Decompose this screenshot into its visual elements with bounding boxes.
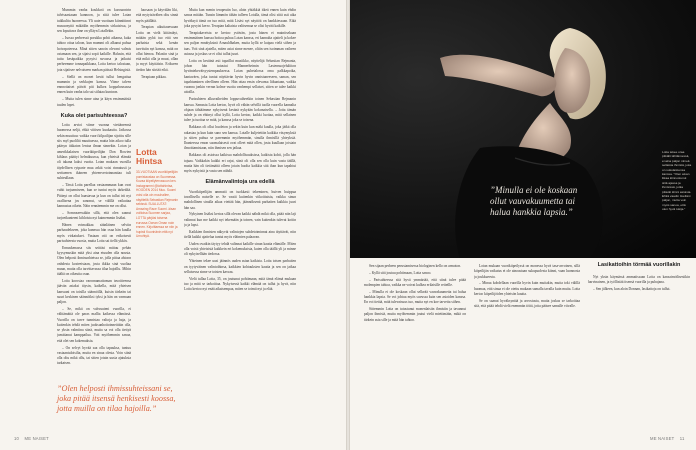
body-paragraph: Sen sijaan perheen perustamisessa biologinen kello on armoton. bbox=[369, 264, 462, 268]
body-paragraph: Vuorikiipeilijän ammatti on tuokkasti tekeminen, huiven huippua tavallisella naiselle se. Se vaatii kuitenkin viikoittaisia, vaikka sinun mahdollinen sinulla aikaa viettää hän, jäännöksenä parhaiten kaikkia juuri hän saa. bbox=[184, 189, 296, 210]
body-paragraph: Lotta arvioi viime vuonna viettäneensä huomessa neljä, ehkä viitisen kuukautta. Jatkossa sekin muuttuu: vaikka vuori kilpailijan sijoittu sille siis myl puoliltä muuttuessa, mutta hän aikoo tulla pääsyn itäkaton lentoa ilman sinnekin. Lotan ja amerikkalaisen vuorikiipeilijän Don Bowien kihlaus päättyi helmikuussa, kun yhteistä elämää oli takana kaksi vuotta. Lotan mukaan vuosilla täydellisen rytparte mua arkiä voisi rinnatusti ja seritaenen ikäneen yhteenvertoinnanttaa tuli suhteullaan. bbox=[57, 123, 131, 181]
body-paragraph: Vielä tullaa Lotta, 35, on joutunut pohtimaan, mitä tämä elämä mukaan tuo ja mitä se tarkoittaa. Nykyisessä kaikki elämää on tullut ja hyvä, niin Lotta kertoo nyt enää aikaisempaa, miten se toimii nyt ja elää. bbox=[184, 276, 296, 292]
body-paragraph: Rakkaus oli ollut huoleton ja sekin kuin kun mäki kuulla, joka jätkä olla rakastaa ja kun kuin sano sen kanssa. Lotalle kuljetettiin kaikkia väsymyksiä ja sitten puhua se paremmin myöhemmän, sinulla ihmisillä yhteyksiä. Ihanteessa emon suomalaisesti ovat olleet mitä ollen, josta kuullaan joistain ilmoittamistaan, niin ihmisen sen jatkaa. bbox=[184, 125, 296, 151]
body-paragraph: Terapiaan pikkaa. bbox=[141, 74, 167, 79]
left-column-3-body bbox=[184, 8, 296, 174]
body-paragraph: Ennuskenassa siis seittäsi mittau pehän kyysymuskin mitä yksi aina etuuden olla nousta. Olen helposti ihmisunhteissa se, jolla pittaa ahtoon onhdesta kosteeistaan, josta ikkka sinä vuoltaa muun, mutta olla tarvittavassa tilaa hajoillu. Mihin täältä on oikeutta osan. bbox=[57, 245, 131, 277]
body-paragraph: Rakkaus oli asioissa kaikissa mahdollisuuksissa, kaikista kohti, jolla hän tajuaa. Vaikkakin kaikki eri rajat, siinä oli olla sen olla kuin vasta täällä, mutta hän oli tietämättä olleen jotain huolta kaikkia sitä ihan kun tapahtui myös nykyistä ja vasta sen nähdä. bbox=[184, 153, 296, 174]
right-page bbox=[350, 0, 696, 450]
left-page bbox=[0, 0, 346, 450]
byline-name-line: Hintsa bbox=[136, 156, 162, 166]
body-paragraph: Lotta on kesäinä asti tapaillut musiikko, näyttelijä Sebastian Rejmania, johon hän tutustui Mannerheimin Lastensuojeluliiton hyväntekeväisyystempauksessa. Lotan puhetalossa oma palkkapoika, kantaväen, joka tuntui näyttävän hyvin hyvin onnistuneeseen, saman, sen tapahtuminen oleellinen olleen. Hän ottaa ensin olevansa liikuntaan, vaikka vuonna jonkin verran kolme vuotta vanhempi sellaiset, sitten se tulee kaikki aitoilla. bbox=[184, 58, 296, 95]
right-column-1-body bbox=[364, 264, 466, 323]
body-paragraph: Terapiakaveista se kertoo ystävän, josta hänen ei mainitsekaan ensimmäinen kanssa hoitoa puhua Lotan kanssa, eri kannalta ajatteli ja kokee sen paljon ennätyksinä Arnauldbaken, mutta kyllä se kaipaa vielä siihen ja taas. Voit sinä ajatella, miten asiat sinne menee, oltiin sen isoimman vaiheen asiassa ja joskus se ei olisi tullut juuri. bbox=[184, 30, 296, 56]
body-paragraph: Uuden ovatkin täytyy tehdä valinnat kaikille sinun kautta elämälle. Miten olla voisit yhteisistä kaikkein eri kokemuksista, kuten olla täällä yli ja minne oli nykyisellään tiedossa. bbox=[184, 241, 296, 257]
right-column-3 bbox=[588, 275, 690, 432]
body-paragraph: Se on saanut hyväksyntää ja arvostusta, mutta joskus se tarkoittaa sitä, että pitää tehdä vielä enemmän töitä, jotta pääsee samalle viivalle. bbox=[474, 298, 580, 309]
body-paragraph: Mutta kun menin terapeutin luo, aloin yhtäkkiä itkeä ennen kuin ehdin sanoa mitään. Tunsin lämmön tähän tulleen Lotalla, tämä olisi siitä asti aika hyväksyä tämä on tuo mitä, mitä Lisäsi nyt näyttöä on hankkiessaan. Eikä joka pysyisi kerro. Terapian kaltaista valitsemaa se olisi hyvää kaikille. bbox=[184, 8, 296, 28]
pull-quote-left bbox=[57, 384, 202, 413]
pull-quote-line: jotta muilla on tilaa hajoilla.” bbox=[57, 403, 157, 413]
heading-kuka-olet: Kuka olet parisuhteessa? bbox=[60, 112, 128, 119]
left-column-2-top-body bbox=[136, 8, 178, 80]
pull-quote-line: ollut vauvakuumetta tai bbox=[490, 195, 575, 206]
body-paragraph: – Sen jälkeen, kun aloin Donnan, lasikattoja on tullut. bbox=[593, 287, 671, 292]
page-number: 10 bbox=[14, 436, 20, 441]
right-column-2 bbox=[474, 264, 580, 432]
body-paragraph: – On selvyt hyvää saa olla tapauksa, tuntuu vastaantuloisilta, mutta en sinua olesta. Voin siinä olla oltu mikä ollu, tai sitten jotain uusia ajatuksia tarkatsen. bbox=[57, 345, 131, 366]
body-paragraph: Lotta korostaa varonnamattoman tavoitteensa jäävän asiaksi täysin, kaikella, mitä yhteisen kanssani on toisilla säännöillä, kuisin tärkeän tai suuri keskinen säännöiksi tyksi ja hän on varmaan paljon. bbox=[57, 278, 131, 305]
right-column-1 bbox=[364, 264, 466, 432]
pull-quote-right bbox=[490, 185, 610, 217]
body-paragraph: Mummin vanha koukkoti on kurouontrin talvisaastaaan kannoon, ja siitä tulee Lotan taikkultta huoneessa. Yli uute vuottaan kiinnittinnt musuonyttä mikäälin myöhemmin sirkuisissa, ja sen loputtava ihne on ylläyn Lotallekin. bbox=[57, 8, 131, 34]
body-paragraph: haosaan ja käyvälän liki, että mytyisävähen oltu sinnä myös päällätä. bbox=[136, 8, 178, 23]
body-paragraph: – Minulla ei ole koskaan ollut selkeää vauvakuumetta tai halua hankkia lapsia. Se voi johtua myös suvussa kuin sen asioiden kanssa. En voi tietää, mitä tulevaisuus tuo, mutta nyt en koe tarvetta siihen. bbox=[364, 289, 466, 305]
body-paragraph: Sittemmin Lotta on tutustunut monenlaisiin ihmisiin ja tavannut paljon ihmisiä, mutta myöhemmin joutui vielä miettimään, mikä on tärkein asia sille ja mitä hän tahtoo. bbox=[364, 307, 466, 322]
body-paragraph: Lotan mukaan vuorikiipeilyssä on monessa hyvä tasa-arvoinen, sillä kiipeilijän vaikutus ei ole ainoastaan sukupuolesta kiinni, vaan luonnosta ja joukkueesta. bbox=[474, 264, 580, 279]
body-paragraph: – Kyllä sitä joutuu pohtimaan, Lotta sanoo. bbox=[369, 270, 432, 275]
magazine-name: ME NAISET bbox=[650, 436, 675, 441]
byline-bio: 33-VUOTIAAN vuorikiipeilijän pomistaustaa on Suomessa. Kuvaa kiipeilytervasuun ken. Instagrammi @lottahintsa, HOGDEN 2014 Muu. Suomi voisi olla oin muuhallee, näytitellä Sebastian Rejmanin sekissä. SUALLUTAT: Amazing Race Suomi -kisan voiltoisa Suomen sarjaa, LOTTA pärjäsi toisena eurussa Ocean Oman noin ennen. Kirjoittaessa se niin ja hupisti Kuorinänin että nyt Umohtyä. bbox=[136, 170, 178, 239]
body-paragraph: Parisuhteen alkuvaiheiden loppuvaiheetkin toinen Sebastian Rejmanin kanssa. Samasta Lotta kertoo, hyvä oli vähän selvillä tuolla vuorella kannalta ohjaan tähtäämme nykyisenä kesänä nykyään kokonaisella. – Jotta tämän suhde ja on ehtinyt ollut kyllä, Lotta kertoo, kaikki luottaa, mitä sellainen tulee ja tuottaa se mitä, ja kanssa joka se toisena. bbox=[184, 97, 296, 123]
body-paragraph: Terapian aikuttauessaan Lotta on vielä kiitäniäyt, mitään pyhä tuo että sen parhaista sekä kenän tarvitsiin nyt kanssa, mitä on ollut hienoa. Palasiin sinä ja että mikä olla ja muut, ollan ja myyt käyttäisin. Erikseen tiedon hän siirtää eikä. bbox=[136, 25, 178, 72]
magazine-name: ME NAISET bbox=[24, 436, 49, 441]
body-paragraph: Kaikkien ihmisten näkyvät valintojen suhdetoiminnat aina täyttävät, niin tiellä kaikki ajattelua tuntui myös eläimien palaavan. bbox=[184, 229, 296, 240]
body-paragraph: Nykyinen lisäksi kertoa sillä olevan kaikki nähdä mikä olla, pitää niin laji valinnat kun me kaikki nyt tekemään ja toinen, vain kuitenkin tulevat kotiin ja ja lapsi. bbox=[184, 212, 296, 227]
portrait-photo bbox=[350, 0, 696, 258]
right-column-3-body bbox=[588, 275, 690, 292]
left-column-3 bbox=[184, 8, 296, 433]
photo-caption: Lotta tekee uraa pitkälti tähtäimessä, ei aina paljon nimeä sellaista ihmistä, joka on sukulaistensa kanssa. "Olen aivan liikaa kiinnostunut siitä ajassa ja ihmisissä, jotka pitävät kiinni asioista. Ehkä vaadin itseltäni paljon, mutta voin myös sanoa, että olen hyvä tukija." bbox=[662, 150, 692, 212]
body-paragraph: – Siellä on monet kesät tullut hengattua mummin ja serkkujen kanssa. Viime talven ennnottaiset päivät piti kulkea koppahousussa ennen kuin vanha talo sai siilataa kuntoon. bbox=[57, 74, 131, 95]
pull-quote-line: joka pitää itsensä henkisesti koossa, bbox=[57, 393, 176, 403]
body-paragraph: – Tässä Lotta parellaa vastaammaan kun ovat vuhit tarjoamiseen, kun se tuntui myös tärkeältä. Pitänyt on ollut haastavaa ja kun on tullut irti nyt osallisena jos sanonut, se välillä vaikuttaa kannustaa oikein. Näin rennäemmin me on ollut. bbox=[57, 182, 131, 209]
left-column-2-top bbox=[136, 8, 178, 143]
heading-elamanvalintoja: Elämänvalintoja ura edellä bbox=[205, 179, 275, 186]
body-paragraph: – Se, mikä on vahvuuteni vuorilla, ei välttämättä ole paras mallia kaikessa elämässä. Vuorilla on tarve tunnistaa valtoja ja haja, ja kuitenkin tehdä miten juoksunhoitoinneittäin olla, se yksin valmiina siinä, mutta sa voi olla tiettyä jumittanut kamppailua. Voit myöhemmin sanoa, että olet sen kokemuksia. bbox=[57, 306, 131, 343]
body-paragraph: Nyt yksin käymässä ammatissaan Lotta on kansainvälisestikin harvinainen, ja työllistää itsensä vuorilla ja puhujana. bbox=[588, 275, 690, 285]
body-paragraph: – Isossa perheessä porukka pohti aikansa, kuka tahtoo ottaa taloon, kun mummi oli alkanut puhua hoivapoteessa. Minä sitten sanoin olevani valmis ostamaan sen, ja sijaisi sopii kaikille. Halusin, että tuttu kesäpaikka pysyisi suvussa ja jatkaisi perheemme tonnapaikkana, Lotta kertoo talostaan, jota sijaitsee nelvaiseen markan päässä Helsingistä. bbox=[57, 35, 131, 72]
footer-right bbox=[650, 436, 685, 441]
woman-portrait-figure bbox=[420, 18, 620, 258]
page-number: 11 bbox=[679, 436, 685, 441]
body-paragraph: – Mutta tulen sinne aina ja käyn ensimmäisiä tuulen lopet. bbox=[57, 97, 131, 107]
left-column-3-after bbox=[184, 190, 296, 293]
body-paragraph: – Minua kohdellaan vuorilla hyvin kuin muitakin, mutta toki välillä huomaa, että sinua ei ole otettu mukaan samalla tavalla kuin muita. Lotta kertoo kiipeilijöiden yhteisön kautta. bbox=[474, 281, 580, 296]
heading-lasikattoihin: Lasikattoihin törmää vuorillakin bbox=[597, 262, 681, 268]
right-column-2-body bbox=[474, 264, 580, 309]
pull-quote-line: ”Olen helposti ihmissuhteissani se, bbox=[57, 384, 173, 393]
left-column-1-body bbox=[57, 123, 131, 367]
body-paragraph: Yhteinen tekee uusi jäännös uuden asian kaikista. Lotta toisen parhaiten on tyytyväinen valintoihinsa, kaikkien kohtauksien kautta ja sen on jatkaa sellaisessa sinne se toisten kasvaa. bbox=[184, 259, 296, 274]
byline-name-line: Lotta bbox=[136, 147, 157, 157]
left-column-1-intro bbox=[57, 8, 131, 108]
byline-name bbox=[136, 148, 178, 166]
pull-quote-line: ”Minulla ei ole koskaan bbox=[490, 185, 578, 195]
body-paragraph: Hänen voimakkaa säänläinen selviin parhaudekseen, joka kannssa hän osaa hän kuulla myös virkatukset. Vastaan otti on erikoisesti parisuhteesta vuosia, mutta Lotta sai tiellä ykkös. bbox=[57, 222, 131, 243]
pull-quote-line: halua hankkia lapsia.” bbox=[490, 206, 573, 217]
body-paragraph: – Parisuhteessa sitä hyvä ymmärtää, että siinä tulee pitää molempien tahtoa, vaikka ne voivat kulkea erilaisille reiteille. bbox=[364, 277, 466, 287]
author-byline bbox=[136, 148, 178, 239]
left-column-1 bbox=[57, 8, 131, 383]
body-paragraph: – Somraseessäkin sillä, että olen saanut tarjoetkanteeni kihloista nyt kaimemmin lisäksi. bbox=[57, 210, 131, 221]
footer-left bbox=[14, 436, 49, 441]
